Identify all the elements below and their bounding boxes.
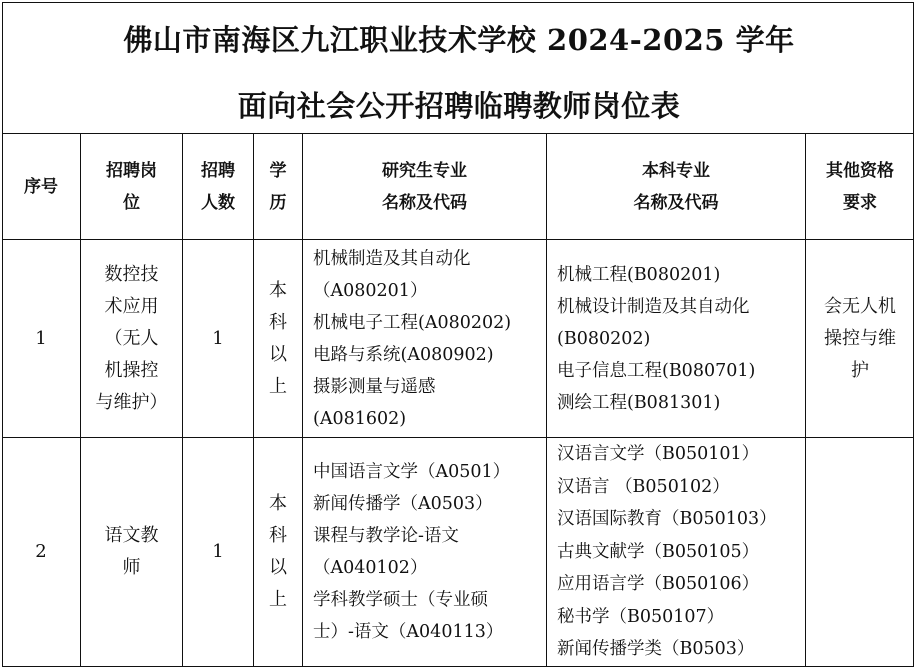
row2-count: 1 — [212, 541, 224, 562]
header-count-text: 招聘 人数 — [201, 160, 235, 213]
row1-other-requirements-text: 会无人机 操控与维 护 — [824, 295, 896, 381]
header-bachelor-major-text: 本科专业 名称及代码 — [633, 160, 719, 213]
header-graduate-major — [303, 134, 546, 239]
row1-position-text: 数控技 术应用 （无人 机操控 与维护） — [95, 263, 168, 413]
row2-other-requirements — [806, 438, 914, 666]
header-seq — [2, 134, 80, 239]
row1-bachelor-major — [547, 240, 805, 437]
document-title-line1: 佛山市南海区九江职业技术学校 2024-2025 学年 — [123, 23, 795, 57]
header-position — [81, 134, 182, 239]
row2-graduate-major — [303, 438, 546, 666]
header-other-requirements — [806, 134, 914, 239]
header-other-requirements-text: 其他资格 要求 — [826, 160, 894, 213]
row2-graduate-major-text: 中国语言文学（A0501） 新闻传播学（A0503） 课程与教学论-语文 （A040102） 学科教学硕士（专业硕 士）-语文（A040113） — [313, 462, 511, 642]
row2-education-text: 本 科 以 上 — [269, 493, 287, 610]
row1-other-requirements — [806, 240, 914, 437]
row2-position-text: 语文教 师 — [104, 525, 159, 578]
header-education-text: 学 历 — [269, 160, 287, 213]
row2-bachelor-major — [547, 438, 805, 666]
header-seq-text: 序号 — [24, 176, 58, 197]
row1-position — [81, 240, 182, 437]
row2-bachelor-major-text: 汉语言文学（B050101） 汉语言 （B050102） 汉语国际教育（B050103） 古典文献学（B050105） 应用语言学（B050106） 秘书学（B050107） 新闻传播学类（B0503） — [557, 444, 777, 659]
document-title-line2: 面向社会公开招聘临聘教师岗位表 — [237, 89, 681, 123]
row2-position — [81, 438, 182, 666]
row1-graduate-major — [303, 240, 546, 437]
row2-education — [254, 438, 302, 666]
row1-seq: 1 — [35, 327, 47, 349]
row1-education-text: 本 科 以 上 — [269, 279, 287, 397]
row1-graduate-major-text: 机械制造及其自动化 （A080201） 机械电子工程(A080202) 电路与系统(A080902) 摄影测量与遥感 (A081602) — [313, 248, 512, 429]
row1-count: 1 — [212, 327, 224, 349]
header-education — [254, 134, 302, 239]
header-graduate-major-text: 研究生专业 名称及代码 — [382, 160, 467, 213]
header-position-text: 招聘岗 位 — [106, 160, 157, 213]
row1-bachelor-major-text: 机械工程(B080201) 机械设计制造及其自动化 (B080202) 电子信息工程(B080701) 测绘工程(B081301) — [557, 264, 756, 413]
row2-seq: 2 — [35, 541, 47, 562]
row1-education — [254, 240, 302, 437]
header-count — [183, 134, 253, 239]
header-bachelor-major — [547, 134, 805, 239]
